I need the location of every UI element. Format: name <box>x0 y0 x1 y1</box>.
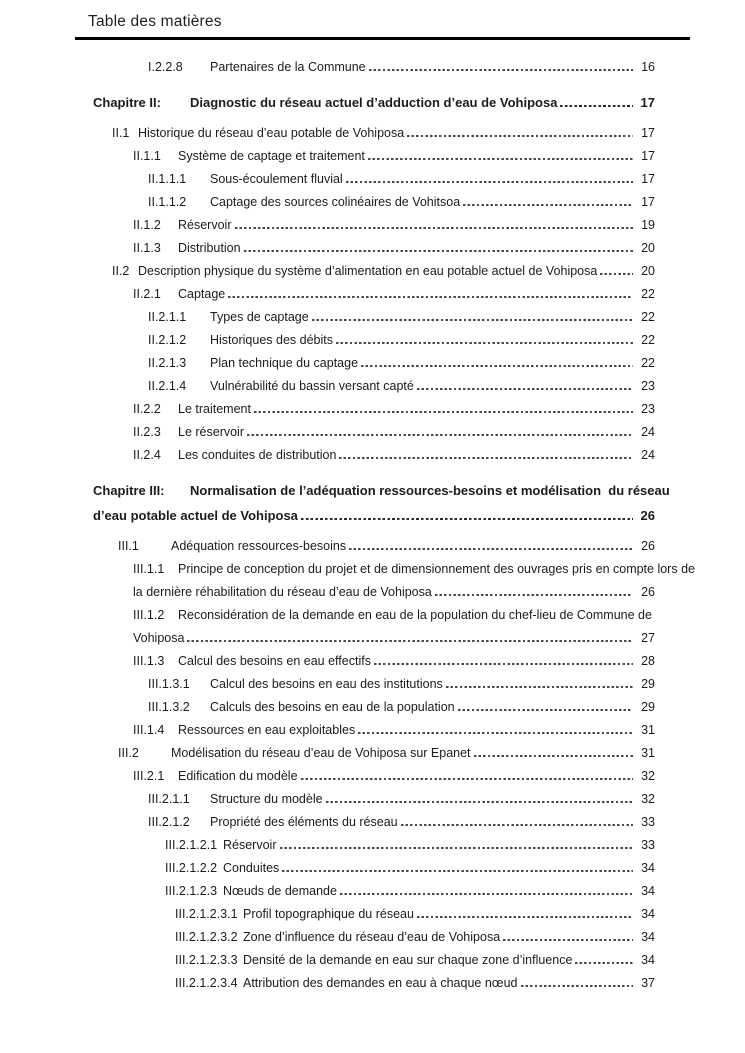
toc-entry-number: II.2 <box>112 263 130 278</box>
toc-entry-page-number: 23 <box>641 401 655 416</box>
dash-leader <box>349 548 633 549</box>
toc-entry-line <box>165 880 655 903</box>
toc-entry-page-number: 22 <box>641 355 655 370</box>
toc-entry[interactable] <box>76 604 655 650</box>
toc-entry-title: Réservoir <box>178 217 232 232</box>
toc-entry-line <box>165 834 655 857</box>
toc-entry[interactable] <box>76 558 695 604</box>
toc-entry-title: Structure du modèle <box>210 791 323 806</box>
toc-entry-line <box>133 214 655 237</box>
toc-entry-page-number: 37 <box>641 975 655 990</box>
dash-leader <box>575 962 633 963</box>
dash-leader <box>374 663 633 664</box>
dash-leader <box>235 227 634 228</box>
toc-entry-title-continued: Vohiposa <box>133 630 185 645</box>
toc-entry-line <box>175 926 655 949</box>
toc-entry-line <box>133 650 655 673</box>
dash-leader <box>361 365 633 366</box>
toc-entry-number: II.2.1.4 <box>148 378 187 393</box>
toc-entry-number: II.2.1.1 <box>148 309 187 324</box>
toc-entry[interactable] <box>76 122 655 145</box>
dash-leader <box>407 135 633 136</box>
toc-entry-line <box>175 972 655 995</box>
toc-entry-title: Edification du modèle <box>178 768 298 783</box>
dash-leader <box>247 434 633 435</box>
toc-entry[interactable] <box>76 788 655 811</box>
dash-leader <box>458 709 633 710</box>
dash-leader <box>368 158 633 159</box>
toc-entry-page-number: 23 <box>641 378 655 393</box>
toc-entry-line <box>133 558 695 581</box>
toc-entry-page-number: 26 <box>640 507 655 523</box>
toc-entry[interactable] <box>76 696 655 719</box>
toc-entry-page-number: 34 <box>641 906 655 921</box>
header-rule <box>75 37 690 40</box>
toc-entry[interactable] <box>76 214 655 237</box>
dash-leader <box>312 319 633 320</box>
toc-entry-page-number: 17 <box>641 148 655 163</box>
toc-entry-number: III.2.1 <box>133 768 165 783</box>
toc-entry-number: II.1.2 <box>133 217 161 232</box>
toc-entry-line <box>112 122 655 145</box>
toc-entry-page-number: 17 <box>641 171 655 186</box>
toc-entry[interactable] <box>76 834 655 857</box>
dash-leader <box>435 594 633 595</box>
toc-entry[interactable] <box>76 926 655 949</box>
toc-entry-title-continued: la dernière réhabilitation du réseau d’eau de Vohiposa <box>133 584 432 599</box>
dash-leader <box>301 518 633 520</box>
toc-entry-page-number: 28 <box>641 653 655 668</box>
toc-entry-title: Le réservoir <box>178 424 244 439</box>
toc-entry-title: Conduites <box>223 860 280 875</box>
toc-entry-wrap-line <box>93 503 655 528</box>
toc-entry-line <box>133 604 655 627</box>
dash-leader <box>282 870 633 871</box>
toc-entry-page-number: 26 <box>641 538 655 553</box>
toc-entry-number: III.1.3.2 <box>148 699 190 714</box>
toc-entry-page-number: 34 <box>641 929 655 944</box>
toc-entry-title: Vulnérabilité du bassin versant capté <box>210 378 414 393</box>
toc-entry-number: II.2.1.3 <box>148 355 187 370</box>
toc-entry-number: III.2.1.2.3.3 <box>175 952 238 967</box>
toc-entry[interactable] <box>76 972 655 995</box>
dash-leader <box>358 732 633 733</box>
toc-entry-title: Historique du réseau d’eau potable de Vohiposa <box>138 125 405 140</box>
toc-entry-number: III.2.1.2.3.2 <box>175 929 238 944</box>
toc-entry-page-number: 34 <box>641 883 655 898</box>
toc-entry-page-number: 34 <box>641 860 655 875</box>
toc-entry[interactable] <box>76 811 655 834</box>
toc-entry-line <box>148 375 655 398</box>
toc-entry-line <box>133 421 655 444</box>
toc-entry-number: III.1.1 <box>133 561 165 576</box>
toc-entry-page-number: 20 <box>641 240 655 255</box>
toc-entry-page-number: 32 <box>641 768 655 783</box>
dash-leader <box>346 181 633 182</box>
toc-entry-title: Le traitement <box>178 401 251 416</box>
toc-entry[interactable] <box>76 352 655 375</box>
toc-entry-line <box>133 237 655 260</box>
dash-leader <box>301 778 633 779</box>
dash-leader <box>187 640 633 641</box>
dash-leader <box>417 916 633 917</box>
toc-entry-title: Principe de conception du projet et de dimensionnement des ouvrages pris en compte lors de <box>178 561 695 576</box>
toc-entry-line <box>133 444 655 467</box>
toc-entry-number: III.2.1.1 <box>148 791 190 806</box>
dash-leader <box>326 801 633 802</box>
toc-entry-number: III.2 <box>118 745 139 760</box>
toc-entry-line <box>148 306 655 329</box>
toc-entry-title-continued: d’eau potable actuel de Vohiposa <box>93 507 298 523</box>
toc-entry[interactable] <box>76 375 655 398</box>
toc-entry-line <box>112 260 655 283</box>
dash-leader <box>336 342 633 343</box>
toc-entry-line <box>133 719 655 742</box>
toc-entry[interactable] <box>76 90 655 115</box>
toc-entry-line <box>133 765 655 788</box>
toc-entry-number: III.1.4 <box>133 722 165 737</box>
toc-entry[interactable] <box>76 719 655 742</box>
dash-leader <box>280 847 634 848</box>
toc-entry-title: Plan technique du captage <box>210 355 359 370</box>
table-of-contents <box>76 56 695 995</box>
toc-entry[interactable] <box>76 444 655 467</box>
toc-entry-title: Attribution des demandes en eau à chaque nœud <box>243 975 518 990</box>
toc-entry[interactable] <box>76 237 655 260</box>
toc-entry-page-number: 33 <box>641 837 655 852</box>
toc-entry[interactable] <box>76 650 655 673</box>
dash-leader <box>446 686 633 687</box>
toc-entry-number: III.2.1.2.1 <box>165 837 218 852</box>
toc-entry-page-number: 32 <box>641 791 655 806</box>
toc-entry-page-number: 27 <box>641 630 655 645</box>
toc-entry-page-number: 22 <box>641 332 655 347</box>
toc-entry[interactable] <box>76 903 655 926</box>
toc-entry-line <box>148 788 655 811</box>
toc-entry[interactable] <box>76 168 655 191</box>
toc-entry-number: II.2.1 <box>133 286 161 301</box>
toc-entry-line <box>148 811 655 834</box>
toc-entry-page-number: 29 <box>641 676 655 691</box>
toc-entry-page-number: 24 <box>641 447 655 462</box>
toc-entry-number: III.1.2 <box>133 607 165 622</box>
toc-entry-title: Historiques des débits <box>210 332 333 347</box>
toc-entry-title: Zone d’influence du réseau d’eau de Vohiposa <box>243 929 501 944</box>
toc-entry-title: Calcul des besoins en eau des institutions <box>210 676 443 691</box>
dash-leader <box>254 411 633 412</box>
toc-entry-line <box>165 857 655 880</box>
toc-entry[interactable] <box>76 673 655 696</box>
toc-entry-number: III.2.1.2.2 <box>165 860 218 875</box>
toc-entry[interactable] <box>76 742 655 765</box>
toc-entry-title: Ressources en eau exploitables <box>178 722 356 737</box>
toc-entry-title: Modélisation du réseau d’eau de Vohiposa sur Epanet <box>171 745 471 760</box>
toc-entry-number: III.1 <box>118 538 139 553</box>
toc-entry-title: Normalisation de l’adéquation ressources-besoins et modélisation du réseau <box>190 482 670 498</box>
toc-entry-line <box>148 329 655 352</box>
toc-entry-number: II.1.1.2 <box>148 194 187 209</box>
dash-leader <box>463 204 633 205</box>
toc-entry-title: Calculs des besoins en eau de la population <box>210 699 455 714</box>
toc-entry-title: Les conduites de distribution <box>178 447 337 462</box>
dash-leader <box>474 755 633 756</box>
dash-leader <box>339 457 633 458</box>
toc-entry-number: II.1.1.1 <box>148 171 187 186</box>
dash-leader <box>521 985 634 986</box>
dash-leader <box>401 824 633 825</box>
toc-entry-line <box>175 949 655 972</box>
toc-entry-number: I.2.2.8 <box>148 59 183 74</box>
dash-leader <box>340 893 633 894</box>
toc-entry-title: Système de captage et traitement <box>178 148 365 163</box>
toc-entry-number: II.1.3 <box>133 240 161 255</box>
toc-entry-line <box>133 283 655 306</box>
toc-entry-number: II.2.2 <box>133 401 161 416</box>
toc-entry-number: II.2.1.2 <box>148 332 187 347</box>
toc-entry-number: II.2.3 <box>133 424 161 439</box>
toc-entry-line <box>148 352 655 375</box>
toc-entry-title: Calcul des besoins en eau effectifs <box>178 653 371 668</box>
toc-entry-number: II.1.1 <box>133 148 161 163</box>
toc-entry-title: Captage des sources colinéaires de Vohitsoa <box>210 194 461 209</box>
toc-entry-page-number: 22 <box>641 286 655 301</box>
toc-entry-line <box>148 168 655 191</box>
toc-entry-page-number: 29 <box>641 699 655 714</box>
toc-entry-line <box>148 673 655 696</box>
toc-entry-number: III.2.1.2.3 <box>165 883 218 898</box>
toc-entry-title: Profil topographique du réseau <box>243 906 414 921</box>
toc-entry-number: III.2.1.2.3.4 <box>175 975 238 990</box>
dash-leader <box>417 388 633 389</box>
toc-entry-line <box>133 398 655 421</box>
toc-entry-number: II.2.4 <box>133 447 161 462</box>
toc-entry[interactable] <box>76 535 655 558</box>
toc-entry-number: III.2.1.2 <box>148 814 190 829</box>
toc-entry-number: II.1 <box>112 125 130 140</box>
toc-entry[interactable] <box>76 56 655 79</box>
toc-entry[interactable] <box>76 329 655 352</box>
toc-entry-page-number: 16 <box>641 59 655 74</box>
toc-entry-number: Chapitre III: <box>93 482 165 498</box>
dash-leader <box>560 105 633 107</box>
toc-entry-title: Sous-écoulement fluvial <box>210 171 343 186</box>
toc-entry-title: Types de captage <box>210 309 309 324</box>
toc-entry[interactable] <box>76 145 655 168</box>
toc-entry-line <box>148 191 655 214</box>
toc-entry-page-number: 26 <box>641 584 655 599</box>
toc-entry[interactable] <box>76 398 655 421</box>
toc-entry-title: Propriété des éléments du réseau <box>210 814 398 829</box>
toc-entry-line <box>133 145 655 168</box>
toc-entry-line <box>148 56 655 79</box>
toc-entry-line <box>93 478 670 503</box>
toc-entry-page-number: 31 <box>641 722 655 737</box>
dash-leader <box>600 273 633 274</box>
toc-entry[interactable] <box>76 421 655 444</box>
toc-entry-page-number: 34 <box>641 952 655 967</box>
toc-entry-title: Adéquation ressources-besoins <box>171 538 347 553</box>
toc-entry-line <box>118 535 655 558</box>
toc-entry[interactable] <box>76 880 655 903</box>
toc-entry-title: Distribution <box>178 240 241 255</box>
toc-entry-page-number: 22 <box>641 309 655 324</box>
toc-entry[interactable] <box>76 949 655 972</box>
toc-entry-page-number: 31 <box>641 745 655 760</box>
toc-entry-page-number: 20 <box>641 263 655 278</box>
dash-leader <box>369 69 633 70</box>
toc-entry[interactable] <box>76 765 655 788</box>
toc-entry-line <box>148 696 655 719</box>
toc-entry-title: Reconsidération de la demande en eau de la population du chef-lieu de Commune de <box>178 607 652 622</box>
toc-entry[interactable] <box>76 857 655 880</box>
toc-entry-page-number: 19 <box>641 217 655 232</box>
toc-entry-page-number: 17 <box>641 194 655 209</box>
toc-entry-title: Réservoir <box>223 837 277 852</box>
toc-entry[interactable] <box>76 306 655 329</box>
toc-entry-title: Partenaires de la Commune <box>210 59 366 74</box>
toc-entry-page-number: 33 <box>641 814 655 829</box>
toc-entry-wrap-line <box>133 581 655 604</box>
dash-leader <box>503 939 633 940</box>
toc-entry-number: III.2.1.2.3.1 <box>175 906 238 921</box>
toc-entry-number: Chapitre II: <box>93 94 161 110</box>
toc-entry-page-number: 17 <box>641 125 655 140</box>
toc-entry-title: Diagnostic du réseau actuel d’adduction d’eau de Vohiposa <box>190 94 558 110</box>
toc-entry-line <box>118 742 655 765</box>
toc-entry-number: III.1.3.1 <box>148 676 190 691</box>
toc-entry-title: Nœuds de demande <box>223 883 337 898</box>
page-title: Table des matières <box>88 13 222 30</box>
toc-entry[interactable] <box>76 283 655 306</box>
dash-leader <box>244 250 633 251</box>
toc-entry-title: Description physique du système d’alimentation en eau potable actuel de Vohiposa <box>138 263 598 278</box>
toc-entry-line <box>175 903 655 926</box>
toc-entry-wrap-line <box>133 627 655 650</box>
toc-entry[interactable] <box>76 191 655 214</box>
toc-entry-line <box>93 90 655 115</box>
toc-entry[interactable] <box>76 478 670 528</box>
dash-leader <box>228 296 633 297</box>
toc-entry[interactable] <box>76 260 655 283</box>
toc-entry-title: Densité de la demande en eau sur chaque zone d’influence <box>243 952 573 967</box>
toc-entry-page-number: 17 <box>640 94 655 110</box>
toc-entry-title: Captage <box>178 286 226 301</box>
toc-entry-page-number: 24 <box>641 424 655 439</box>
toc-entry-number: III.1.3 <box>133 653 165 668</box>
